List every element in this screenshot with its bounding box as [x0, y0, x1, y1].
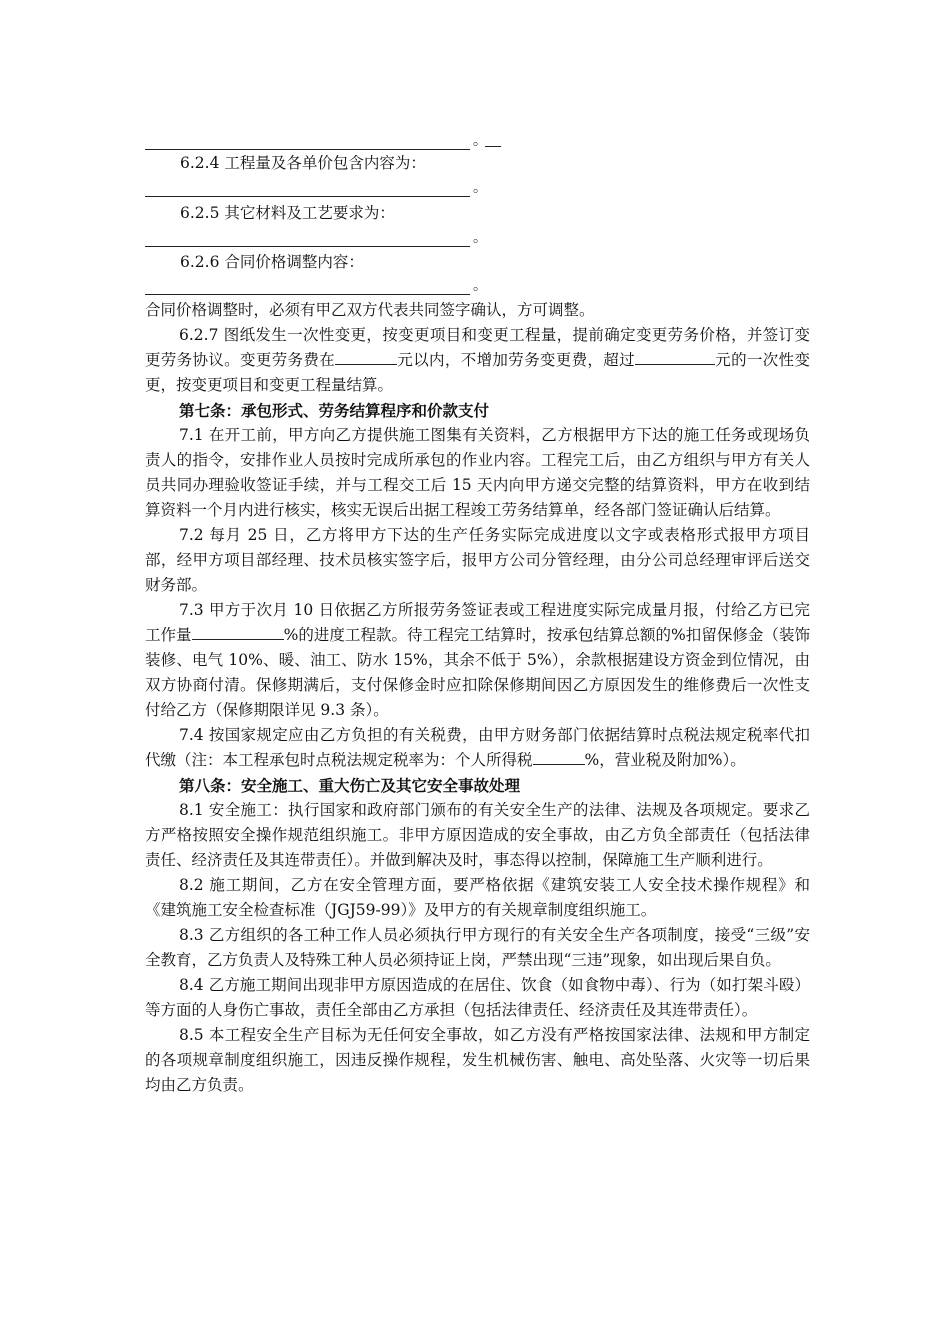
blank-underline — [145, 149, 470, 150]
item-6-2-5: 6.2.5 其它材料及工艺要求为： — [180, 204, 395, 222]
clause-8-5: 8.5 本工程安全生产目标为无任何安全事故，如乙方没有严格按国家法律、法规和甲方制定的各项规章制度组织施工，因违反操作规程，发生机械伤害、触电、高处坠落、火灾等一切后果均由乙方负责。 — [145, 1026, 810, 1094]
clause-7-3 — [145, 598, 810, 723]
clause-text: 7.4 按国家规定应由乙方负担的有关税费，由甲方财务部门依据结算时点税法规定税率代扣代缴（注：本工程承包时点税法规定税率为：个人所得税 — [145, 726, 810, 769]
clause-6-2-7 — [145, 323, 810, 398]
item-6-2-6: 6.2.6 合同价格调整内容： — [180, 253, 364, 271]
price-adjust-note: 合同价格调整时，必须有甲乙双方代表共同签字确认，方可调整。 — [145, 301, 595, 319]
blank-underline — [145, 196, 470, 197]
trailing-dash — [485, 146, 501, 147]
article-7-title: 第七条：承包形式、劳务结算程序和价款支付 — [179, 401, 490, 420]
clause-text: 元以内，不增加劳务变更费，超过 — [397, 351, 635, 369]
clause-8-4: 8.4 乙方施工期间出现非甲方原因造成的在居住、饮食（如食物中毒）、行为（如打架斗殴）等方面的人身伤亡事故，责任全部由乙方承担（包括法律责任、经济责任及其连带责任）。 — [145, 976, 810, 1019]
item-6-2-4: 6.2.4 工程量及各单价包含内容为： — [180, 154, 426, 172]
clause-7-4 — [145, 723, 810, 773]
clause-text: 6.2.7 图纸发生一次性变更，按变更项目和变更工程量，提前确定变更劳务价格，并签订变更劳务协议。变更劳务费在 — [145, 326, 810, 369]
tax-rate-blank[interactable] — [533, 748, 585, 765]
amount-blank[interactable] — [335, 348, 397, 365]
blank-period: 。 — [473, 180, 487, 196]
amount-blank[interactable] — [635, 348, 715, 365]
clause-7-1: 7.1 在开工前，甲方向乙方提供施工图集有关资料，乙方根据甲方下达的施工任务或现场负责人的指令，安排作业人员按时完成所承包的作业内容。工程完工后，由乙方组织与甲方有关人员共同办理验收签证手续，并与工程交工后 15 天内向甲方递交完整的结算资料，甲方在收到结算资料一个月内进行核实，核实无误后出据工程竣工劳务结算单，经各部门签证确认后结算。 — [145, 426, 810, 519]
clause-8-2: 8.2 施工期间，乙方在安全管理方面，要严格依据《建筑安装工人安全技术操作规程》和《建筑施工安全检查标准（JGJ59-99）》及甲方的有关规章制度组织施工。 — [145, 876, 810, 919]
clause-8-3: 8.3 乙方组织的各工种工作人员必须执行甲方现行的有关安全生产各项制度，接受“三级”安全教育，乙方负责人及特殊工种人员必须持证上岗，严禁出现“三违”现象，如出现后果自负。 — [145, 926, 810, 969]
clause-text: %的进度工程款。待工程完工结算时，按承包结算总额的%扣留保修金（装饰装修、电气 10%、暖、油工、防水 15%，其余不低于 5%），余款根据建设方资金到位情况，由双方协商付清。保修期满后，支付保修金时应扣除保修期间因乙方原因发生的维修费后一次性支付给乙方（保修期限详见 9.3 条）。 — [145, 626, 810, 719]
clause-7-2: 7.2 每月 25 日，乙方将甲方下达的生产任务实际完成进度以文字或表格形式报甲方项目部，经甲方项目部经理、技术员核实签字后，报甲方公司分管经理，由分公司总经理审评后送交财务部。 — [145, 526, 810, 594]
clause-text: 7.3 甲方于次月 10 日依据乙方所报劳务签证表或工程进度实际完成量月报，付给乙方已完工作量 — [145, 601, 810, 644]
blank-period: 。 — [473, 133, 487, 149]
blank-period: 。 — [473, 230, 487, 246]
blank-underline — [145, 246, 470, 247]
blank-underline — [145, 294, 470, 295]
clause-text: 元的一次性变更，按变更项目和变更工程量结算。 — [145, 351, 810, 394]
article-8-title: 第八条：安全施工、重大伤亡及其它安全事故处理 — [179, 776, 521, 795]
document-body — [145, 298, 810, 1098]
blank-period: 。 — [473, 278, 487, 294]
percent-blank[interactable] — [192, 623, 284, 640]
clause-8-1: 8.1 安全施工：执行国家和政府部门颁布的有关安全生产的法律、法规及各项规定。要求乙方严格按照安全操作规范组织施工。非甲方原因造成的安全事故，由乙方负全部责任（包括法律责任、经济责任及其连带责任）。并做到解决及时，事态得以控制，保障施工生产顺利进行。 — [145, 801, 810, 869]
clause-text: %，营业税及附加%）。 — [584, 751, 746, 769]
